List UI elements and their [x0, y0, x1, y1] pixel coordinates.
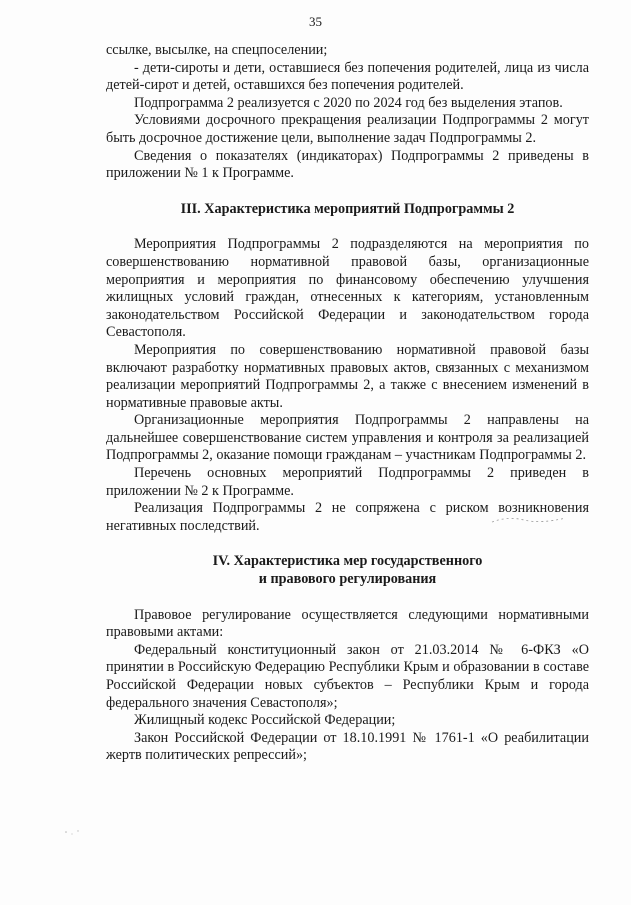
paragraph: Подпрограмма 2 реализуется с 2020 по 2024 год без выделения этапов.: [134, 94, 563, 111]
paragraph: Мероприятия Подпрограммы 2 подразделяются на мероприятия по совершенствованию нормативной правовой базы, организационные мероприятия и мероприятия по финансовому обеспечению улучшения жилищных условий граждан, отнесенных к категориям, установленным законодательством Российской Федерации и законодательством города Севастополя.: [106, 236, 589, 341]
scan-artifact-icon: [62, 826, 84, 840]
paragraph: Сведения о показателях (индикаторах) Подпрограммы 2 приведены в приложении № 1 к Программе.: [106, 147, 589, 182]
paragraph: Закон Российской Федерации от 18.10.1991 № 1761-1 «О реабилитации жертв политических репрессий»;: [106, 729, 589, 764]
pen-mark-icon: [488, 510, 568, 530]
paragraph: Жилищный кодекс Российской Федерации;: [134, 712, 396, 729]
paragraph: Организационные мероприятия Подпрограммы 2 направлены на дальнейшее совершенствование систем управления и контроля за реализацией Подпрограммы 2, оказание помощи гражданам – участникам Подпрограммы 2.: [106, 412, 589, 464]
paragraph: Правовое регулирование осуществляется следующими нормативными правовыми актами:: [106, 606, 589, 641]
paragraph: - дети-сироты и дети, оставшиеся без попечения родителей, лица из числа детей-сирот и детей, оставшихся без попечения родителей.: [106, 59, 589, 94]
paragraph: ссылке, высылке, на спецпоселении;: [106, 42, 328, 58]
section-heading: IV. Характеристика мер государственного: [212, 553, 483, 570]
paragraph: Перечень основных мероприятий Подпрограммы 2 приведен в приложении № 2 к Программе.: [106, 465, 589, 499]
section-heading: III. Характеристика мероприятий Подпрограммы 2: [180, 200, 515, 217]
document-body: [106, 42, 589, 765]
paragraph: Федеральный конституционный закон от 21.03.2014 № 6-ФКЗ «О принятии в Российскую Федерацию Республики Крым и образовании в составе Российской Федерации новых субъектов – Республики Крым и города федерального значения Севастополя»;: [106, 641, 589, 711]
paragraph: Условиями досрочного прекращения реализации Подпрограммы 2 могут быть досрочное достижение цели, выполнение задач Подпрограммы 2.: [106, 112, 589, 146]
section-heading-line2: и правового регулирования: [258, 571, 437, 588]
paragraph: Мероприятия по совершенствованию нормативной правовой базы включают разработку нормативных правовых актов, связанных с механизмом реализации мероприятий Подпрограммы 2, а также с внесением изменений в нормативные правовые акты.: [106, 341, 589, 411]
paragraph: Реализация Подпрограммы 2 не сопряжена с риском возникновения негативных последствий.: [106, 500, 589, 534]
page-number: 35: [309, 14, 322, 29]
